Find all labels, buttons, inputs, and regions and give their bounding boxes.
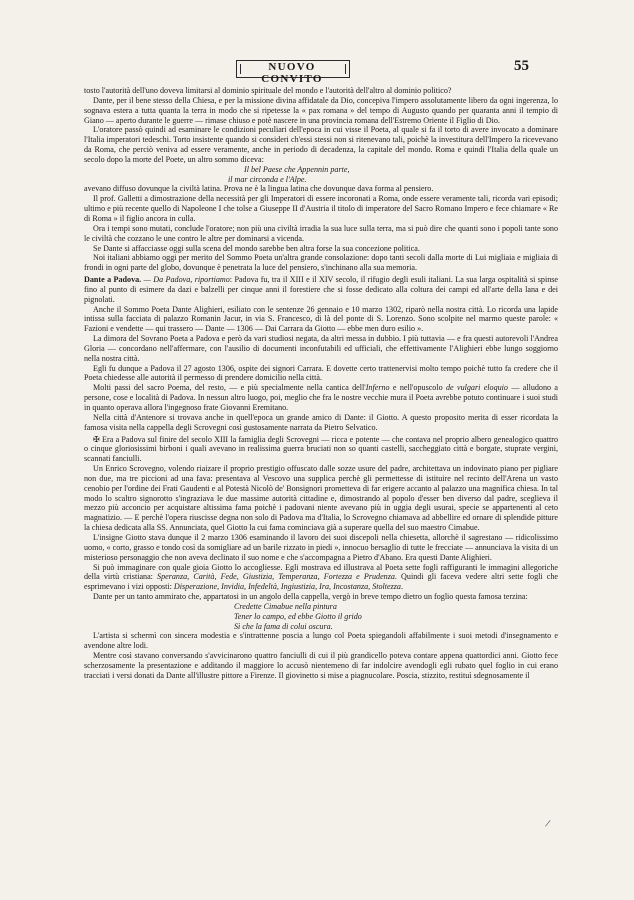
paragraph: [84, 383, 558, 413]
paragraph: L'insigne Giotto stava dunque il 2 marzo 1306 esaminando il lavoro dei suoi discepoli nella chiesetta, allorchè il sagrestano — ridicolissimo uomo, « corto, grasso e tondo così da somigliare ad un barile rizzato in piedi », innocuo bersaglio di tutte le frecciate — annunciava la visita di un misterioso personaggio che non aveva declinato il suo nome e che s'accompagna a Pietro d'Abano. Era questi Dante Alighieri.: [84, 532, 558, 562]
virtues-list: Speranza, Carità, Fede, Giustizia, Temperanza, Fortezza e Prudenza: [157, 572, 395, 582]
paragraph: tosto l'autorità dell'uno doveva limitarsi al dominio spirituale del mondo e l'autorità dell'altro al dominio politico?: [84, 86, 452, 95]
paragraph: Dante per un tanto ammirato che, appartatosi in un angolo della cappella, vergò in breve tempo dietro un foglio questa famosa terzina:: [93, 592, 528, 602]
paragraph: Noi italiani abbiamo oggi per merito del Sommo Poeta un'altra grande consolazione: dopo tanti secoli dalla morte di Lui migliaia e migliaia di frondi in ogni parte del globo, dovunque è penetrata la luce del pensiero, s'inchinano alla sua memoria.: [84, 253, 558, 273]
text-run: .: [400, 582, 404, 592]
paragraph: ✠ Era a Padova sul finire del secolo XIII la famiglia degli Scrovegni — ricca e potente — che contava nel proprio albero genealogico quattro o cinque gloriosissimi birboni i quali avevano in realissima guerra bruciati non so quanti castelli, saccheggiato città e borgate, stuprate vergini, scannati fanciulli.: [84, 434, 558, 464]
verse-line: Il bel Paese che Appennin parte,: [244, 164, 350, 174]
paragraph: Mentre così stavano conversando s'avvicinarono quattro fanciulli di cui il più grandicello poteva contare appena quattordici anni. Giotto fece scherzosamente la presentazione e additando il maggiore lo accusò nientemeno di far indolcire avendogli egli rubato quel foglio in cui erano tracciati i versi donati da Dante all'illustre pittore a Firenze. Il giovinetto si mise a piagnucolare. Poscia, stizzito, restituì sdegnosamente il: [84, 651, 558, 680]
verse-line: Credette Cimabue nella pintura: [234, 601, 337, 611]
work-title: de vulgari eloquio: [446, 383, 508, 393]
vices-list: Disperazione, Invidia, Infedeltà, Ingiustizia, Ira, Incostanza, Stoltezza: [173, 582, 401, 592]
paragraph: Anche il Sommo Poeta Dante Alighieri, esiliato con le sentenze 26 gennaio e 10 marzo 1302, riparò nella nostra città. Lo ricorda una lapide intissa sulla facciata di palazzo Romanin Jacur, in via S. Francesco, di là del ponte di S. Lorenzo. Sono scolpite nel marmo queste parole: « Fazioni e vendette — qui trassero — Dante — 1306 — Dai Carrara da Giotto — ebbe men duro esilio ».: [84, 304, 558, 334]
paragraph: Ora i tempi sono mutati, conclude l'oratore; non più una civiltà irradia la sua luce sulla terra, ma si può dire che quanti sono i popoli tante sono le civiltà che cozzano le une contro le altre per dominarsi a vicenda.: [84, 223, 558, 243]
text-run: — alludono a persone, cose e località di Padova. In nessun altro luogo, poi, meglio che fra le nostre vecchie mura il Poeta avrebbe potuto continuare i suoi studi in quanto operava allora l'ingegnoso frate Giovanni Eremitano.: [84, 383, 559, 412]
paragraph-text: : Padova fu, tra il XIII e il XIV secolo, il rifugio degli esuli italiani. La sua larga ospitalità si spinse fino al punto di esimere da dazi e balzelli per cinque anni il forestiere che si fosse dedicato alla coltura dei campi ed all'arte della lana e dei pignolati.: [84, 275, 559, 304]
text-run: . Quindi gli faceva vedere altri sette fogli che esprimevano i vizi opposti:: [84, 572, 558, 592]
section-heading: Dante a Padova.: [84, 275, 142, 285]
paragraph: L'oratore passò quindi ad esaminare le condizioni peculiari dell'epoca in cui visse il Poeta, al quale si fa il torto di avere invocato a dominare l'Italia imperatori tedeschi. Torto insistente quando si consideri ch'essi stessi non si ritenevano tali, poichè la investitura dell'Impero la ricevevano da Roma, che perciò veniva ad essere veramente, anche in periodo di decadenza, la capitale del mondo. Roma e quindi l'Italia della quale un secolo dopo la morte del Poete, un altro sommo diceva:: [84, 125, 558, 164]
section-paragraph: [84, 275, 558, 305]
article-body: [84, 86, 558, 681]
work-title: Inferno: [365, 383, 390, 393]
journal-title: NUOVO CONVITO: [261, 61, 323, 85]
paragraph: Nella città d'Antenore si trovava anche in quell'epoca un grande amico di Dante: il Giotto. A questo proposito merita di esser ricordata la famosa visita nella cappella degli Scrovegni così gustosamente narrata da Pietro Selvatico.: [84, 412, 558, 432]
verse-line: Sì che la fama di colui oscura.: [234, 621, 333, 631]
text-run: Molti passi del sacro Poema, del resto, — e più specialmente nella cantica dell': [93, 383, 366, 393]
terzina-quote: [84, 602, 558, 632]
paragraph: Il prof. Galletti a dimostrazione della necessità per gli Imperatori di essere incoronati a Roma, onde essere veramente tali, ricorda vari episodi; ultimo e più recente quello di Napoleone I che tolse a Giuseppe II d'Austria il titolo di imperatore del Sacro Romano Impero e fece chiamare « Re di Roma » il figlio ancora in culla.: [84, 194, 558, 223]
paragraph: Un Enrico Scrovegno, volendo riaizare il proprio prestigio offuscato dalle sozze usure del padre, architettava un indovinato piano per pigliare non due, ma tre piccioni ad una fava: presentava al Vescovo una supplica perchè gli permettesse di istituire nel recinto dell'Arena un vasto cenobio per l'ordine dei Frati Gaudenti e al Potestà Nicolò de' Bonsignori prometteva di far erigere accanto al palazzo una magnifica chiesa. In tal modo lo scaltro signorotto s'ingraziava le due massime autorità cittadine e, dimostrando al popolo d'esser ben diverso dal padre, sceglieva il mezzo più acconcio per acquistare altissima fama poichè i padovani niente avevano più in uggia degli usurai, specie se appartenenti al ceto magnatizio. — E perchè l'opera riuscisse degna non solo di Padova ma d'Italia, lo Scrovegno chiamava ad abbellire ed ornare di splendide pitture la chiesa dedicata alla SS. Annunciata, quel Giotto la cui fama cominciava già a superare quella del suo maestro Cimabue.: [84, 464, 558, 533]
verse-quote: [84, 165, 558, 185]
verse-line: il mar circonda e l'Alpe.: [228, 174, 307, 184]
text-run: Si può immaginare con quale gioia Giotto lo accogliesse. Egli mostrava ed illustrava al Poeta sette fogli raffiguranti le immagini allegoriche della virtù cristiana:: [84, 562, 558, 582]
paragraph: Egli fu dunque a Padova il 27 agosto 1306, ospite dei signori Carrara. E dovette certo trattenervisi molto tempo poichè tutto fa credere che il Poeta chiedesse alle autorità il permesso di prendere domicilio nella città.: [84, 363, 558, 383]
running-header: [236, 58, 556, 85]
paragraph: La dimora del Sovrano Poeta a Padova e però da vari studiosi negata, da altri messa in dubbio. I più tuttavia — e fra questi autorevoli l'Andrea Gloria — concordano nell'affermare, con l'ausilio di documenti inconfutabili ed ufficiali, che effettivamente l'Alighieri ebbe lungo soggiorno nella nostra città.: [84, 334, 558, 363]
page-number: 55: [514, 58, 529, 74]
paragraph: [84, 563, 558, 593]
verse-line: Tener lo campo, ed ebbe Giotto il grido: [234, 611, 362, 621]
paragraph: avevano diffuso dovunque la civiltà latina. Prova ne è la lingua latina che dovunque dava forma al pensiero.: [84, 184, 434, 194]
paragraph: Dante, per il bene stesso della Chiesa, e per la missione divina affidatale da Dio, concepiva l'impero assolutamente libero da ogni ingerenza, lo sognava estera a tutta quanta la terra in modo che si ripetesse la « pax romana » del tempo di Augusto quando per quaranta anni il tempio di Giano — aperto durante le guerre — rimase chiuso e potè nascere in una provincia romana dell'Estremo Oriente il Figlio di Dio.: [84, 95, 558, 125]
margin-mark: /: [544, 817, 552, 831]
source-note: — Da Padova, riportiamo: [143, 275, 230, 285]
paragraph: Se Dante si affacciasse oggi sulla scena del mondo sarebbe ben altra forse la sua concezione politica.: [93, 243, 420, 253]
text-run: e nell'opuscolo: [389, 383, 446, 393]
paragraph: L'artista si schermì con sincera modestia e s'intrattenne poscia a lungo col Poeta spiegandoli affabilmente i suoi metodi d'insegnamento e avendone altre lodi.: [84, 631, 558, 651]
